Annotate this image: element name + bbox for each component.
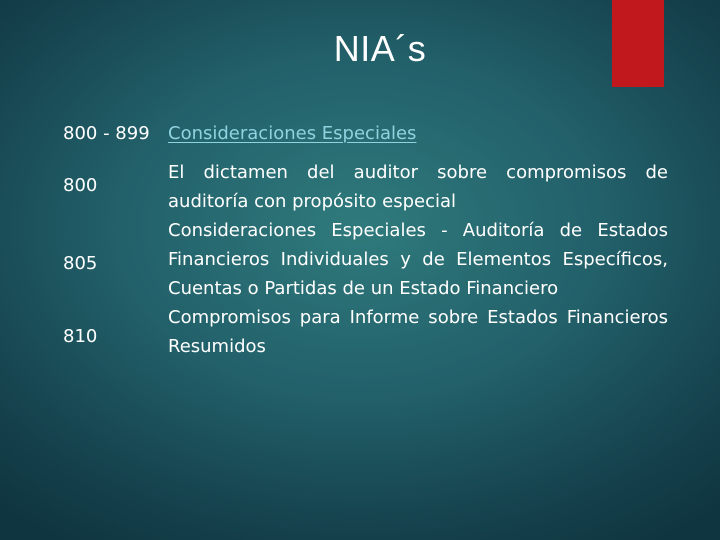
section-label-link[interactable]: Consideraciones Especiales bbox=[168, 123, 417, 144]
standard-description-810: Compromisos para Informe sobre Estados Financieros Resumidos bbox=[168, 307, 668, 357]
standard-code-800: 800 bbox=[63, 175, 98, 196]
standard-description-805: Consideraciones Especiales - Auditoría de Estados Financieros Individuales y de Elementos Específicos, Cuentas o Partidas de un Estado Financiero bbox=[168, 220, 668, 299]
section-header bbox=[63, 123, 416, 144]
section-range: 800 - 899 bbox=[63, 123, 150, 144]
accent-bar bbox=[612, 0, 664, 87]
slide-title: NIA´s bbox=[333, 28, 427, 69]
standard-description-800: El dictamen del auditor sobre compromisos de auditoría con propósito especial bbox=[168, 162, 668, 212]
standard-descriptions bbox=[168, 158, 668, 361]
standard-code-810: 810 bbox=[63, 326, 98, 347]
standard-code-805: 805 bbox=[63, 253, 98, 274]
